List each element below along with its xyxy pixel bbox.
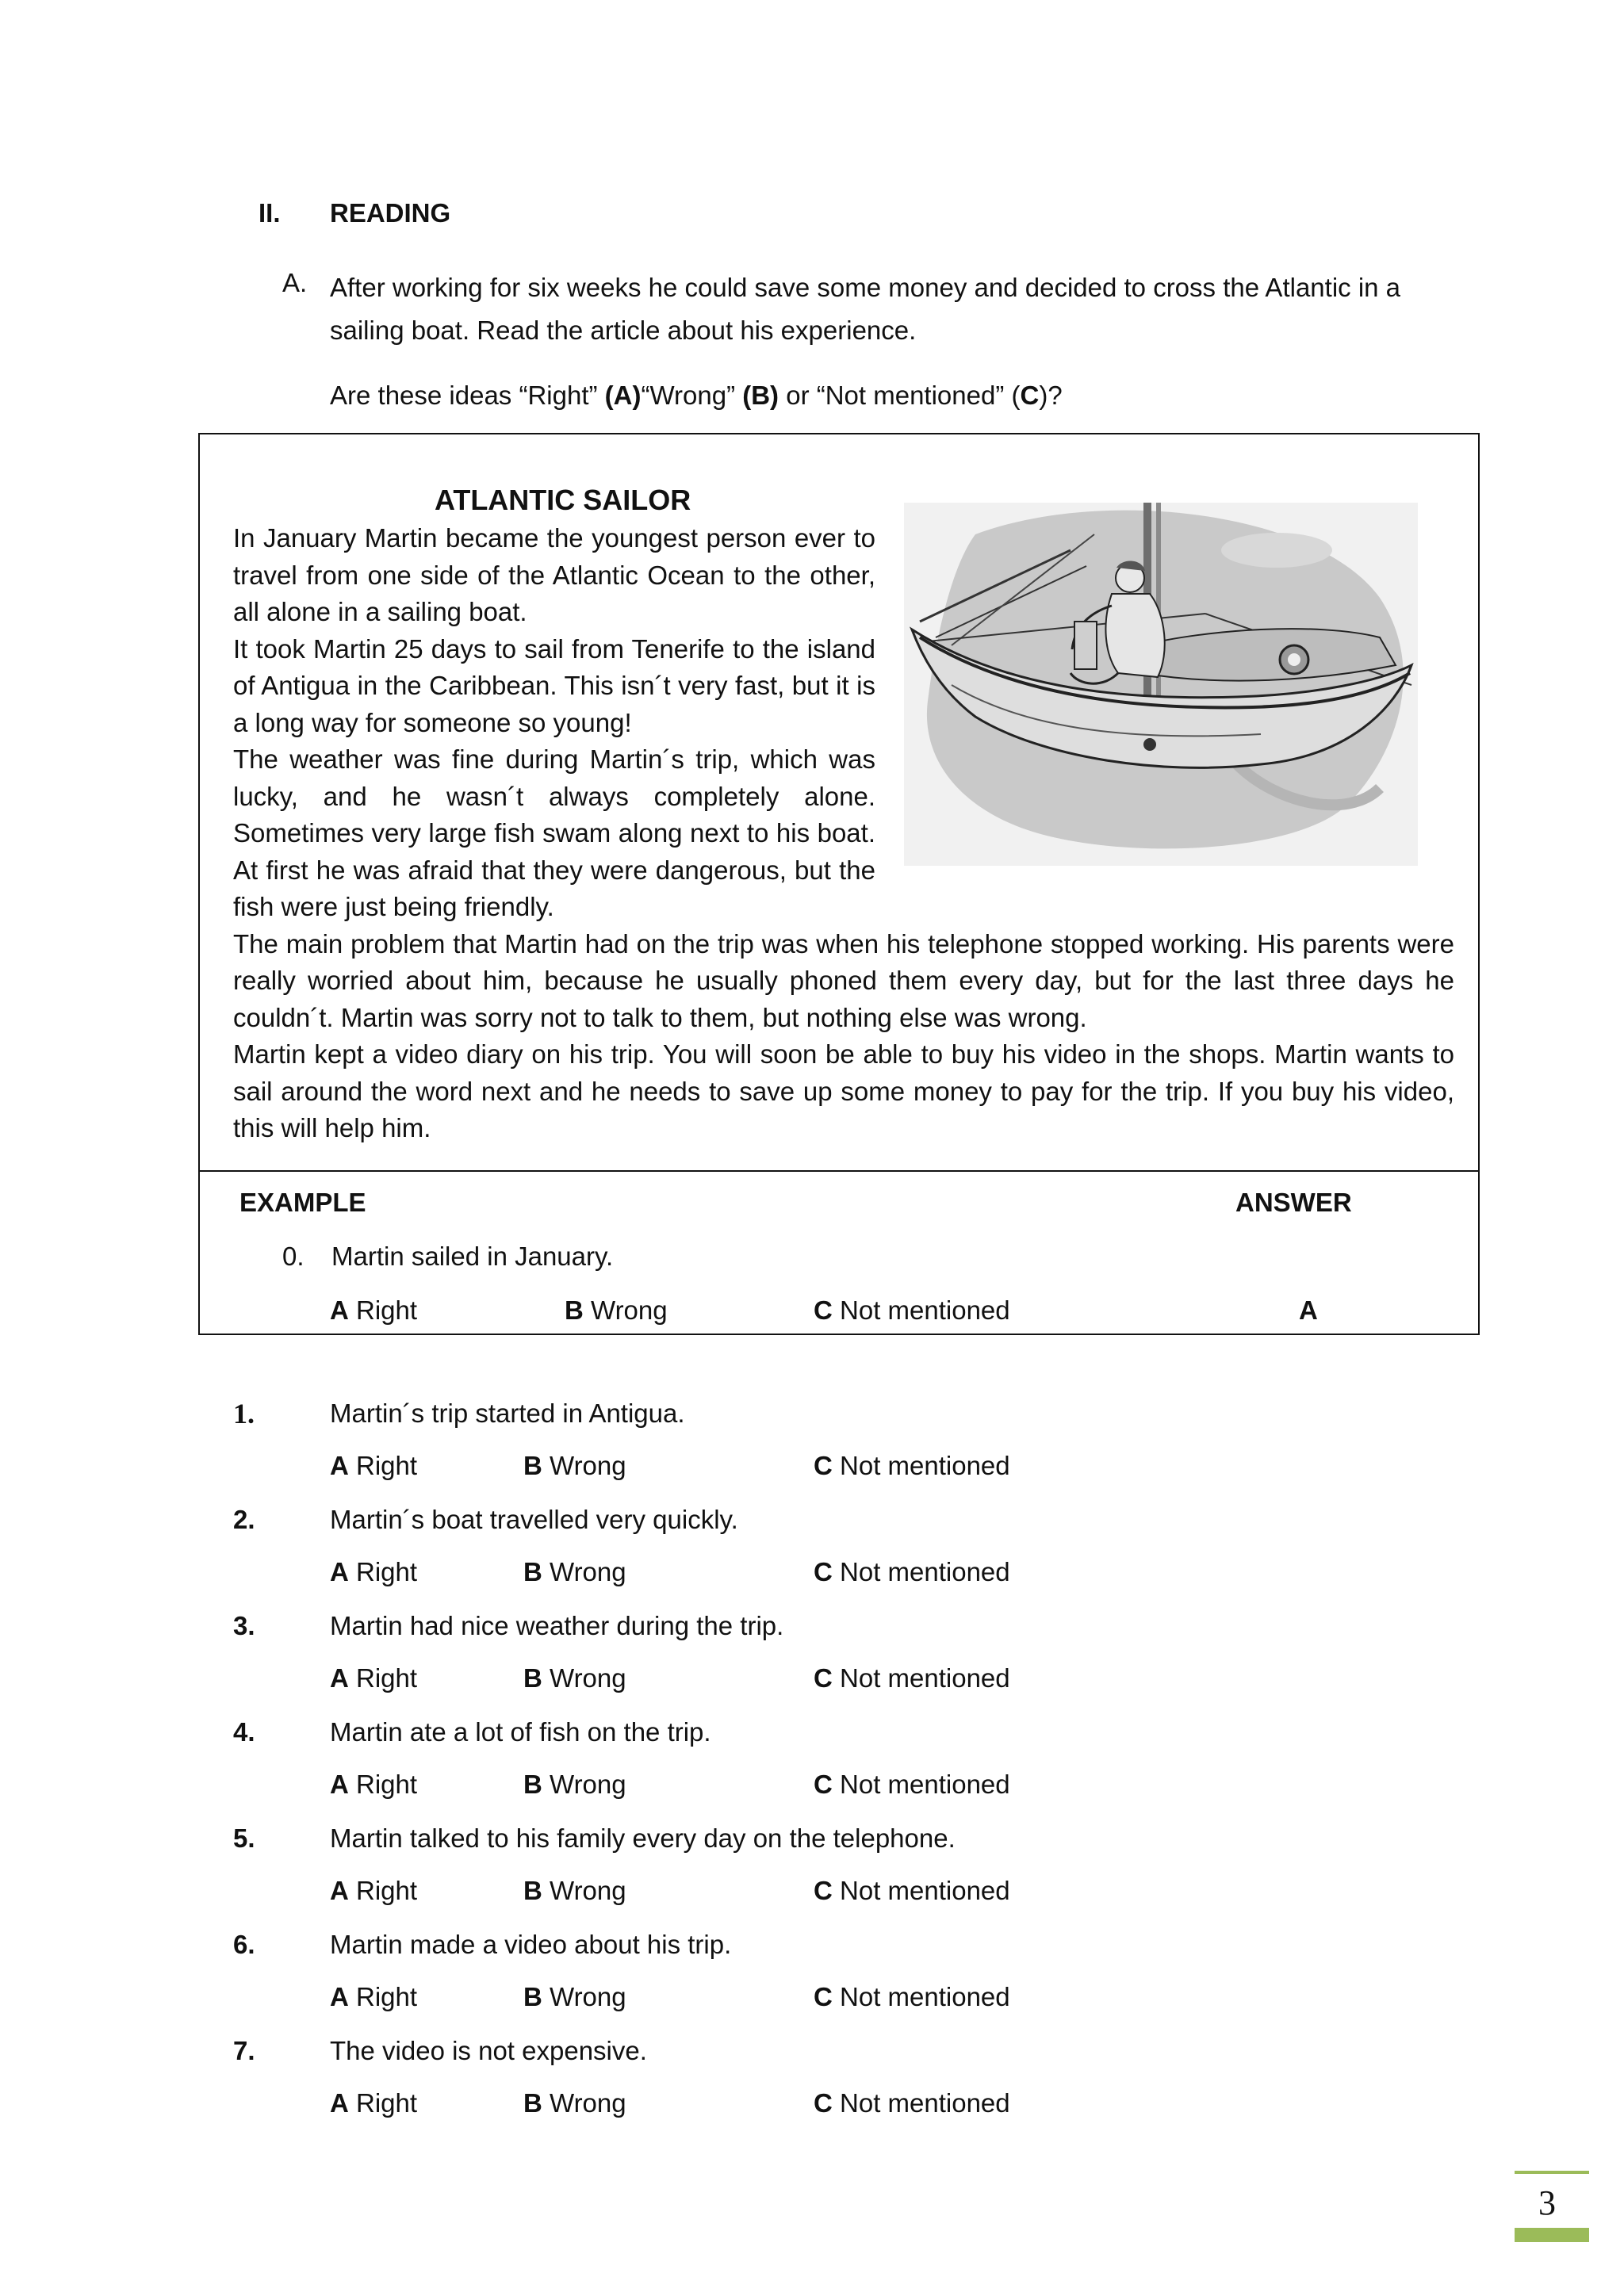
option-letter: C: [814, 1770, 833, 1799]
question-text: Martin´s trip started in Antigua.: [330, 1399, 685, 1428]
question-text: Martin ate a lot of fish on the trip.: [330, 1717, 711, 1747]
option-c[interactable]: [814, 1662, 1010, 1696]
question-number: 4.: [233, 1717, 255, 1747]
sailing-boat-illustration: [904, 503, 1418, 866]
option-text: Wrong: [542, 1451, 626, 1480]
section-number: II.: [259, 198, 281, 228]
option-letter: A: [330, 1770, 349, 1799]
question-instructions: [330, 379, 1063, 413]
question-option-a: (A): [604, 381, 642, 410]
option-b[interactable]: [523, 1449, 626, 1483]
option-b[interactable]: [523, 1768, 626, 1802]
option-letter: A: [330, 1663, 349, 1693]
page-number-rule: [1515, 2171, 1589, 2174]
question-option-c: C: [1020, 381, 1040, 410]
option-letter: B: [523, 1451, 542, 1480]
option-letter: A: [330, 1982, 349, 2011]
option-text: Not mentioned: [832, 1663, 1010, 1693]
option-text: Not mentioned: [832, 1876, 1010, 1905]
option-b[interactable]: [523, 1556, 626, 1590]
question-text: The video is not expensive.: [330, 2036, 647, 2065]
option-a[interactable]: [330, 1662, 417, 1696]
option-a[interactable]: [330, 2087, 417, 2121]
option-text: Wrong: [542, 1982, 626, 2011]
question-text: Are these ideas “Right”: [330, 381, 605, 410]
option-text: Right: [348, 1451, 418, 1480]
option-text: Wrong: [583, 1295, 668, 1325]
answer-label: ANSWER: [1235, 1188, 1352, 1217]
option-text: Wrong: [542, 1663, 626, 1693]
option-text: Wrong: [542, 1770, 626, 1799]
example-number: 0.: [282, 1242, 304, 1271]
question-text: Martin talked to his family every day on the telephone.: [330, 1823, 956, 1853]
article-paragraph: In January Martin became the youngest person ever to travel from one side of the Atlantic Ocean to the other, all alone in a sailing boat.: [233, 523, 875, 626]
option-c[interactable]: [814, 1556, 1010, 1590]
option-text: Wrong: [542, 1876, 626, 1905]
question-number: 7.: [233, 2036, 255, 2065]
option-letter: C: [814, 1982, 833, 2011]
option-a[interactable]: [330, 1874, 417, 1908]
option-text: Right: [348, 2088, 418, 2118]
option-a[interactable]: [330, 1556, 417, 1590]
option-c[interactable]: [814, 2087, 1010, 2121]
article-paragraph: The main problem that Martin had on the trip was when his telephone stopped working. His parents were really worried about him, because he usually phoned them every day, but for the last three days he couldn´t. Martin was sorry not to talk to them, but nothing else was wrong.: [233, 928, 1454, 1032]
option-b[interactable]: [523, 1980, 626, 2015]
option-letter: B: [523, 1982, 542, 2011]
example-option-a: [330, 1294, 417, 1328]
option-c[interactable]: [814, 1874, 1010, 1908]
page-number: 3: [1538, 2183, 1556, 2222]
example-answer: A: [1299, 1295, 1318, 1325]
example-label: EXAMPLE: [239, 1188, 366, 1217]
option-letter: B: [523, 1770, 542, 1799]
option-letter: C: [814, 1295, 833, 1325]
intro-letter: A.: [282, 268, 308, 297]
question-text: Martin had nice weather during the trip.: [330, 1611, 784, 1640]
option-letter: C: [814, 1663, 833, 1693]
example-option-b: [565, 1294, 668, 1328]
example-option-c: [814, 1294, 1010, 1328]
example-question: Martin sailed in January.: [331, 1242, 614, 1271]
option-letter: C: [814, 1557, 833, 1586]
option-letter: B: [565, 1295, 584, 1325]
article-paragraph: Martin kept a video diary on his trip. You will soon be able to buy his video in the shops. Martin wants to sail around the word next and he needs to save up some money to pay for the trip. If you buy his video, this will help him.: [233, 1039, 1454, 1142]
question-text: Martin´s boat travelled very quickly.: [330, 1505, 738, 1534]
article-divider: [198, 1170, 1480, 1172]
question-number: 2.: [233, 1505, 255, 1534]
option-text: Wrong: [542, 1557, 626, 1586]
option-letter: A: [330, 2088, 349, 2118]
option-text: Right: [348, 1663, 418, 1693]
option-letter: C: [814, 2088, 833, 2118]
option-text: Right: [348, 1295, 418, 1325]
option-text: Not mentioned: [832, 1557, 1010, 1586]
question-number: 1.: [233, 1398, 255, 1429]
option-letter: B: [523, 1557, 542, 1586]
option-b[interactable]: [523, 1662, 626, 1696]
option-a[interactable]: [330, 1980, 417, 2015]
option-text: Right: [348, 1876, 418, 1905]
option-text: Right: [348, 1982, 418, 2011]
section-title: READING: [330, 198, 451, 228]
option-letter: B: [523, 1876, 542, 1905]
option-letter: C: [814, 1451, 833, 1480]
question-text: “Wrong”: [641, 381, 743, 410]
article-paragraph: The weather was fine during Martin´s trip, which was lucky, and he wasn´t always completely alone. Sometimes very large fish swam along next to his boat. At first he was afraid that they were dangerous, but the fish were just being friendly.: [233, 744, 875, 921]
option-b[interactable]: [523, 2087, 626, 2121]
option-letter: A: [330, 1451, 349, 1480]
option-letter: B: [523, 2088, 542, 2118]
option-letter: A: [330, 1876, 349, 1905]
article-paragraph: It took Martin 25 days to sail from Tenerife to the island of Antigua in the Caribbean. This isn´t very fast, but it is a long way for someone so young!: [233, 633, 875, 737]
option-text: Not mentioned: [832, 1770, 1010, 1799]
question-text: )?: [1039, 381, 1063, 410]
option-text: Wrong: [542, 2088, 626, 2118]
option-c[interactable]: [814, 1449, 1010, 1483]
question-option-b: (B): [742, 381, 779, 410]
question-text: or “Not mentioned” (: [779, 381, 1021, 410]
option-a[interactable]: [330, 1768, 417, 1802]
question-number: 5.: [233, 1823, 255, 1853]
option-a[interactable]: [330, 1449, 417, 1483]
option-c[interactable]: [814, 1768, 1010, 1802]
intro-text: After working for six weeks he could save some money and decided to cross the Atlantic in a sailing boat. Read the article about his experience.: [330, 273, 1401, 345]
article-title: ATLANTIC SAILOR: [435, 484, 691, 516]
option-text: Not mentioned: [832, 1982, 1010, 2011]
option-letter: B: [523, 1663, 542, 1693]
option-text: Not mentioned: [832, 1451, 1010, 1480]
option-text: Right: [348, 1770, 418, 1799]
option-letter: A: [330, 1295, 349, 1325]
option-text: Not mentioned: [832, 1295, 1010, 1325]
page-number-bar: [1515, 2228, 1589, 2242]
option-c[interactable]: [814, 1980, 1010, 2015]
option-text: Not mentioned: [832, 2088, 1010, 2118]
option-text: Right: [348, 1557, 418, 1586]
question-number: 3.: [233, 1611, 255, 1640]
question-number: 6.: [233, 1930, 255, 1959]
option-letter: A: [330, 1557, 349, 1586]
question-text: Martin made a video about his trip.: [330, 1930, 732, 1959]
option-b[interactable]: [523, 1874, 626, 1908]
option-letter: C: [814, 1876, 833, 1905]
